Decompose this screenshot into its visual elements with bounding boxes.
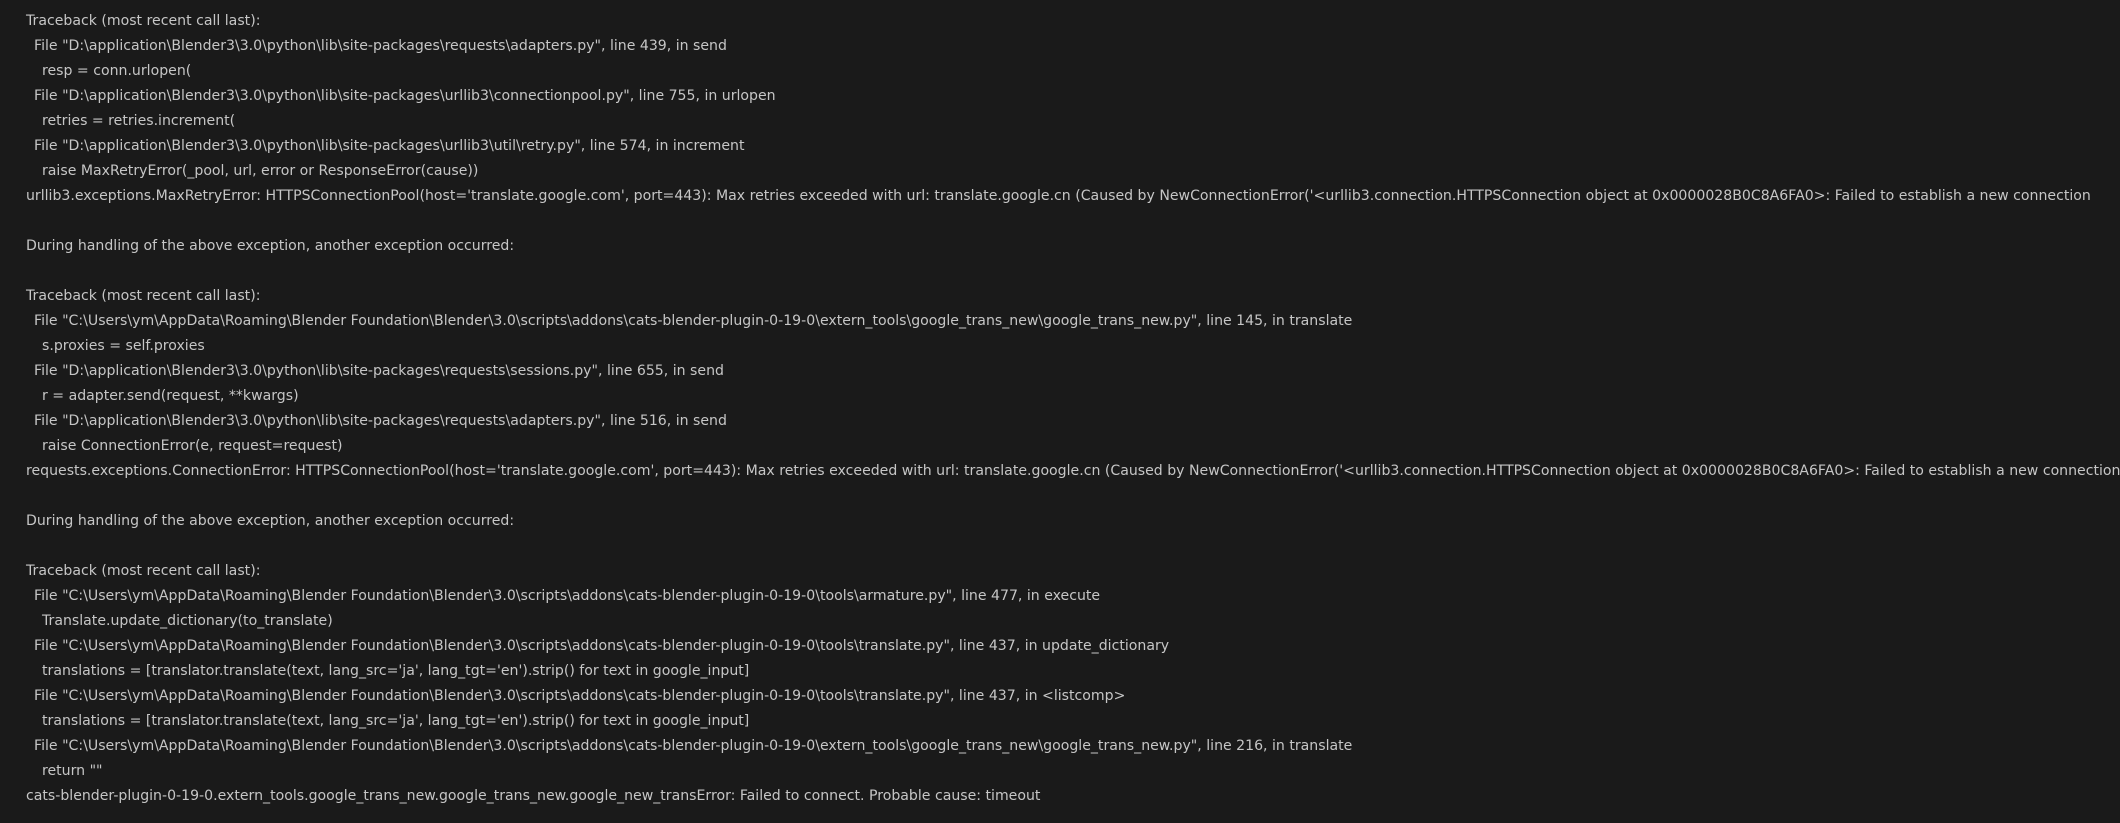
console-line: urllib3.exceptions.MaxRetryError: HTTPSConnectionPool(host='translate.google.com', port=443): Max retries exceeded with url: translate.google.cn (Caused by NewConnectionError('<urllib3.connection.HTTPSConnection object at 0x0000028B0C8A6FA0>: Failed to establish a new connection [26, 188, 2091, 204]
console-line: File "D:\application\Blender3\3.0\python\lib\site-packages\requests\adapters.py", line 439, in send [34, 38, 727, 54]
console-line: During handling of the above exception, another exception occurred: [26, 238, 515, 254]
console-line: translations = [translator.translate(text, lang_src='ja', lang_tgt='en').strip() for text in google_input] [42, 713, 750, 729]
console-line [0, 211, 1867, 236]
console-line [0, 261, 1867, 286]
console-line: raise ConnectionError(e, request=request) [42, 438, 343, 454]
console-line: resp = conn.urlopen( [42, 63, 192, 79]
console-line: File "D:\application\Blender3\3.0\python\lib\site-packages\requests\adapters.py", line 516, in send [34, 413, 727, 429]
console-line: r = adapter.send(request, **kwargs) [42, 388, 299, 404]
console-line: Traceback (most recent call last): [26, 13, 261, 29]
console-line: File "C:\Users\ym\AppData\Roaming\Blender Foundation\Blender\3.0\scripts\addons\cats-blender-plugin-0-19-0\tools\armature.py", line 477, in execute [34, 588, 1101, 604]
console-line: return "" [42, 763, 103, 779]
console-line [0, 486, 1867, 511]
console-line: cats-blender-plugin-0-19-0.extern_tools.google_trans_new.google_trans_new.google_new_transError: Failed to connect. Probable cause: timeout [26, 788, 1041, 804]
console-line: Translate.update_dictionary(to_translate) [42, 613, 333, 629]
console-line: raise MaxRetryError(_pool, url, error or ResponseError(cause)) [42, 163, 479, 179]
console-line: File "D:\application\Blender3\3.0\python\lib\site-packages\urllib3\util\retry.py", line 574, in increment [34, 138, 745, 154]
console-line: s.proxies = self.proxies [42, 338, 205, 354]
console-line: translations = [translator.translate(text, lang_src='ja', lang_tgt='en').strip() for text in google_input] [42, 663, 750, 679]
console-line: During handling of the above exception, another exception occurred: [26, 513, 515, 529]
console-line: requests.exceptions.ConnectionError: HTTPSConnectionPool(host='translate.google.com', port=443): Max retries exceeded with url: translate.google.cn (Caused by NewConnectionError('<urllib3.connection.HTTPSConnection object at 0x0000028B0C8A6FA0>: Failed to establish a new connection [26, 463, 2120, 479]
console-line: File "C:\Users\ym\AppData\Roaming\Blender Foundation\Blender\3.0\scripts\addons\cats-blender-plugin-0-19-0\tools\translate.py", line 437, in update_dictionary [34, 638, 1170, 654]
console-line: File "C:\Users\ym\AppData\Roaming\Blender Foundation\Blender\3.0\scripts\addons\cats-blender-plugin-0-19-0\extern_tools\google_trans_new\google_trans_new.py", line 216, in translate [34, 738, 1353, 754]
console-line: File "D:\application\Blender3\3.0\python\lib\site-packages\urllib3\connectionpool.py", line 755, in urlopen [34, 88, 776, 104]
console-line: Traceback (most recent call last): [26, 288, 261, 304]
console-line: File "D:\application\Blender3\3.0\python\lib\site-packages\requests\sessions.py", line 655, in send [34, 363, 724, 379]
console-line: retries = retries.increment( [42, 113, 236, 129]
console-line: Traceback (most recent call last): [26, 563, 261, 579]
console-line: File "C:\Users\ym\AppData\Roaming\Blender Foundation\Blender\3.0\scripts\addons\cats-blender-plugin-0-19-0\tools\translate.py", line 437, in <listcomp> [34, 688, 1126, 704]
console-line [0, 536, 1867, 561]
console-line: File "C:\Users\ym\AppData\Roaming\Blender Foundation\Blender\3.0\scripts\addons\cats-blender-plugin-0-19-0\extern_tools\google_trans_new\google_trans_new.py", line 145, in translate [34, 313, 1353, 329]
